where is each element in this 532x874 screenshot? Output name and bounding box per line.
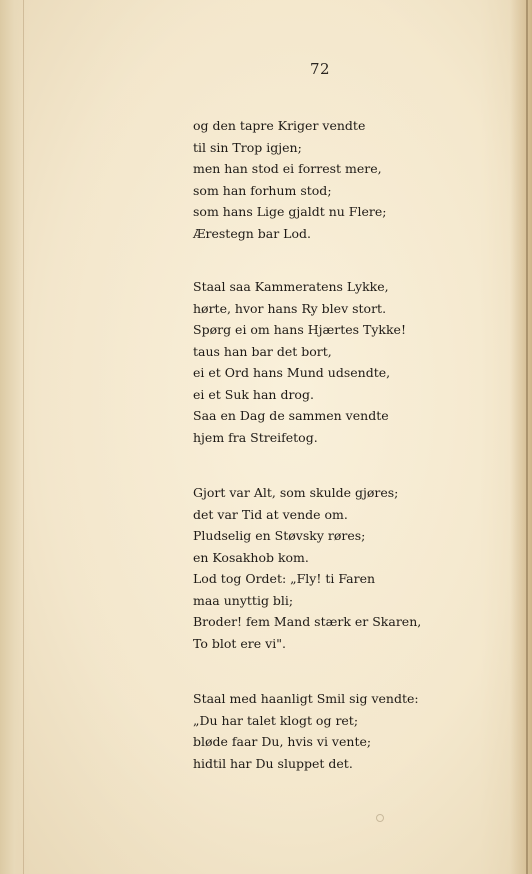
stanza-3 <box>193 482 421 654</box>
stanza-1 <box>193 115 386 244</box>
poem-line: blødе faar Du, hvis vi vente; <box>193 734 372 749</box>
poem-line: Lod tog Ordet: „Fly! ti Faren <box>193 571 376 586</box>
poem-line: men han stod ei forrest mere, <box>193 161 382 176</box>
poem-line: ei et Ord hans Mund udsendte, <box>193 365 391 380</box>
paper-blemish <box>376 814 384 822</box>
poem-line: „Du har talet klogt og ret; <box>193 712 359 728</box>
page-number: 72 <box>309 60 331 78</box>
poem-line: Gjort var Alt, som skulde gjøres; <box>193 485 399 500</box>
poem-line: til sin Trop igjen; <box>193 139 302 155</box>
page-right-edge <box>510 0 532 874</box>
poem-line: hidtil har Du sluppet det. <box>193 755 353 771</box>
poem-line: Pludselig en Støvsky røres; <box>193 528 366 543</box>
poem-line: som hans Lige gjaldt nu Flere; <box>193 204 387 219</box>
poem-line: Staal saa Kammeratens Lykke, <box>193 279 389 294</box>
gutter-line <box>23 0 24 874</box>
poem-line: som han forhum stod; <box>193 182 332 198</box>
poem-line: To blot ere vi". <box>193 635 286 651</box>
poem-line: det var Tid at vende om. <box>193 506 348 522</box>
stanza-2 <box>193 276 406 448</box>
poem-line: ei et Suk han drog. <box>193 386 314 402</box>
poem-line: Broder! fem Mand stærk er Skaren, <box>193 614 422 629</box>
poem-line: Saa en Dag de sammen vendte <box>193 408 389 423</box>
poem-line: maa unyttig bli; <box>193 592 294 608</box>
page-left-edge <box>0 0 24 874</box>
poem-line: Spørg ei om hans Hjærtes Tykke! <box>193 322 406 337</box>
poem-line: hjem fra Streifetog. <box>193 429 318 445</box>
stanza-4 <box>193 688 419 774</box>
poem-line: Ærestegn bar Lod. <box>193 225 311 241</box>
poem-line: Staal med haanligt Smil sig vendte: <box>193 691 419 706</box>
poem-line: en Kosakhob kom. <box>193 549 309 565</box>
poem-line: hørte, hvor hans Ry blev stort. <box>193 300 387 316</box>
poem-line: og den tapre Kriger vendte <box>193 118 366 133</box>
page-edge-line <box>526 0 528 874</box>
poem-line: taus han bar det bort, <box>193 343 332 359</box>
